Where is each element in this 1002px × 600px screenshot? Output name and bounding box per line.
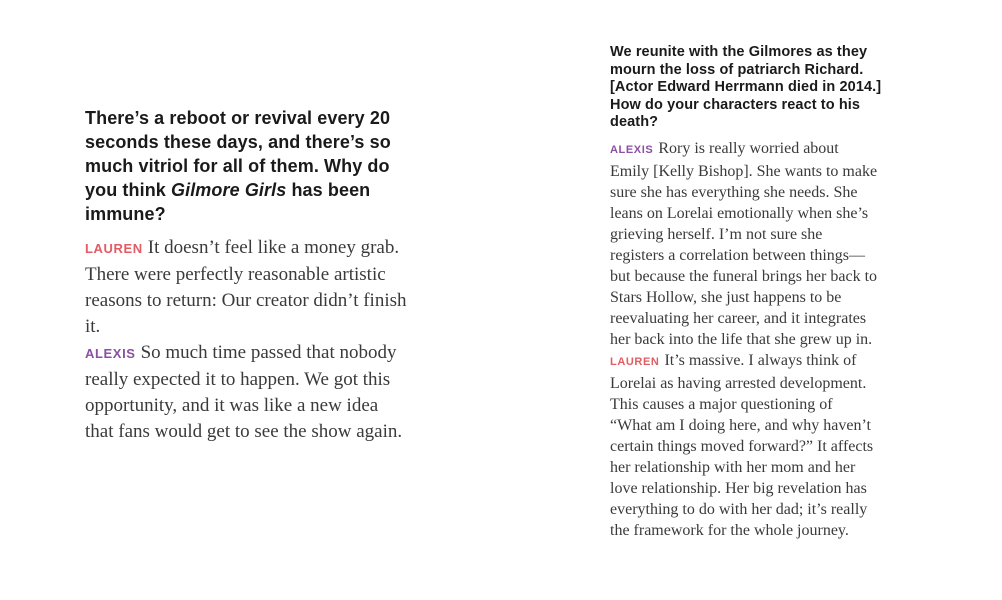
answer-paragraph [610, 138, 878, 350]
interview-question-left [85, 106, 417, 226]
answer-paragraph [85, 340, 407, 445]
answer-paragraph [610, 350, 878, 541]
speaker-label-alexis: ALEXIS [610, 143, 654, 156]
speaker-label-lauren: LAUREN [610, 355, 660, 368]
right-column [610, 44, 882, 541]
interview-question-right [610, 44, 882, 132]
left-column [85, 106, 417, 445]
answer-text: It’s massive. I always think of Lorelai as having arrested development. This causes a major questioning of “What am I doing here, and why haven’t certain things moved forward?” It affects her relationship with her mom and her love relationship. Her big revelation has everything to do with her dad; it’s really the framework for the whole journey. [610, 351, 874, 539]
speaker-label-alexis: ALEXIS [85, 346, 136, 361]
right-answers [610, 138, 878, 541]
speaker-label-lauren: LAUREN [85, 241, 143, 256]
question-text-post: has been immune? [85, 180, 371, 224]
answer-text: So much time passed that nobody really expected it to happen. We got this opportunity, and it was like a new idea that fans would get to see the show again. [85, 342, 403, 442]
question-text: We reunite with the Gilmores as they mourn the loss of patriarch Richard. [Actor Edward Herrmann died in 2014.] How do your characters react to his death? [610, 44, 882, 130]
answer-text: Rory is really worried about Emily [Kelly Bishop]. She wants to make sure she has everything she needs. She leans on Lorelai emotionally when she’s grieving herself. I’m not sure she registers a correlation between things—but because the funeral brings her back to Stars Hollow, she just happens to be reevaluating her career, and it integrates her back into the life that she grew up in. [610, 139, 878, 348]
answer-text: It doesn’t feel like a money grab. There were perfectly reasonable artistic reasons to return: Our creator didn’t finish it. [85, 237, 407, 337]
answer-paragraph [85, 235, 407, 340]
question-text-pre: There’s a reboot or revival every 20 seconds these days, and there’s so much vitriol for all of them. Why do you think [85, 108, 391, 200]
show-title-italic: Gilmore Girls [171, 180, 287, 200]
left-answers [85, 235, 407, 445]
